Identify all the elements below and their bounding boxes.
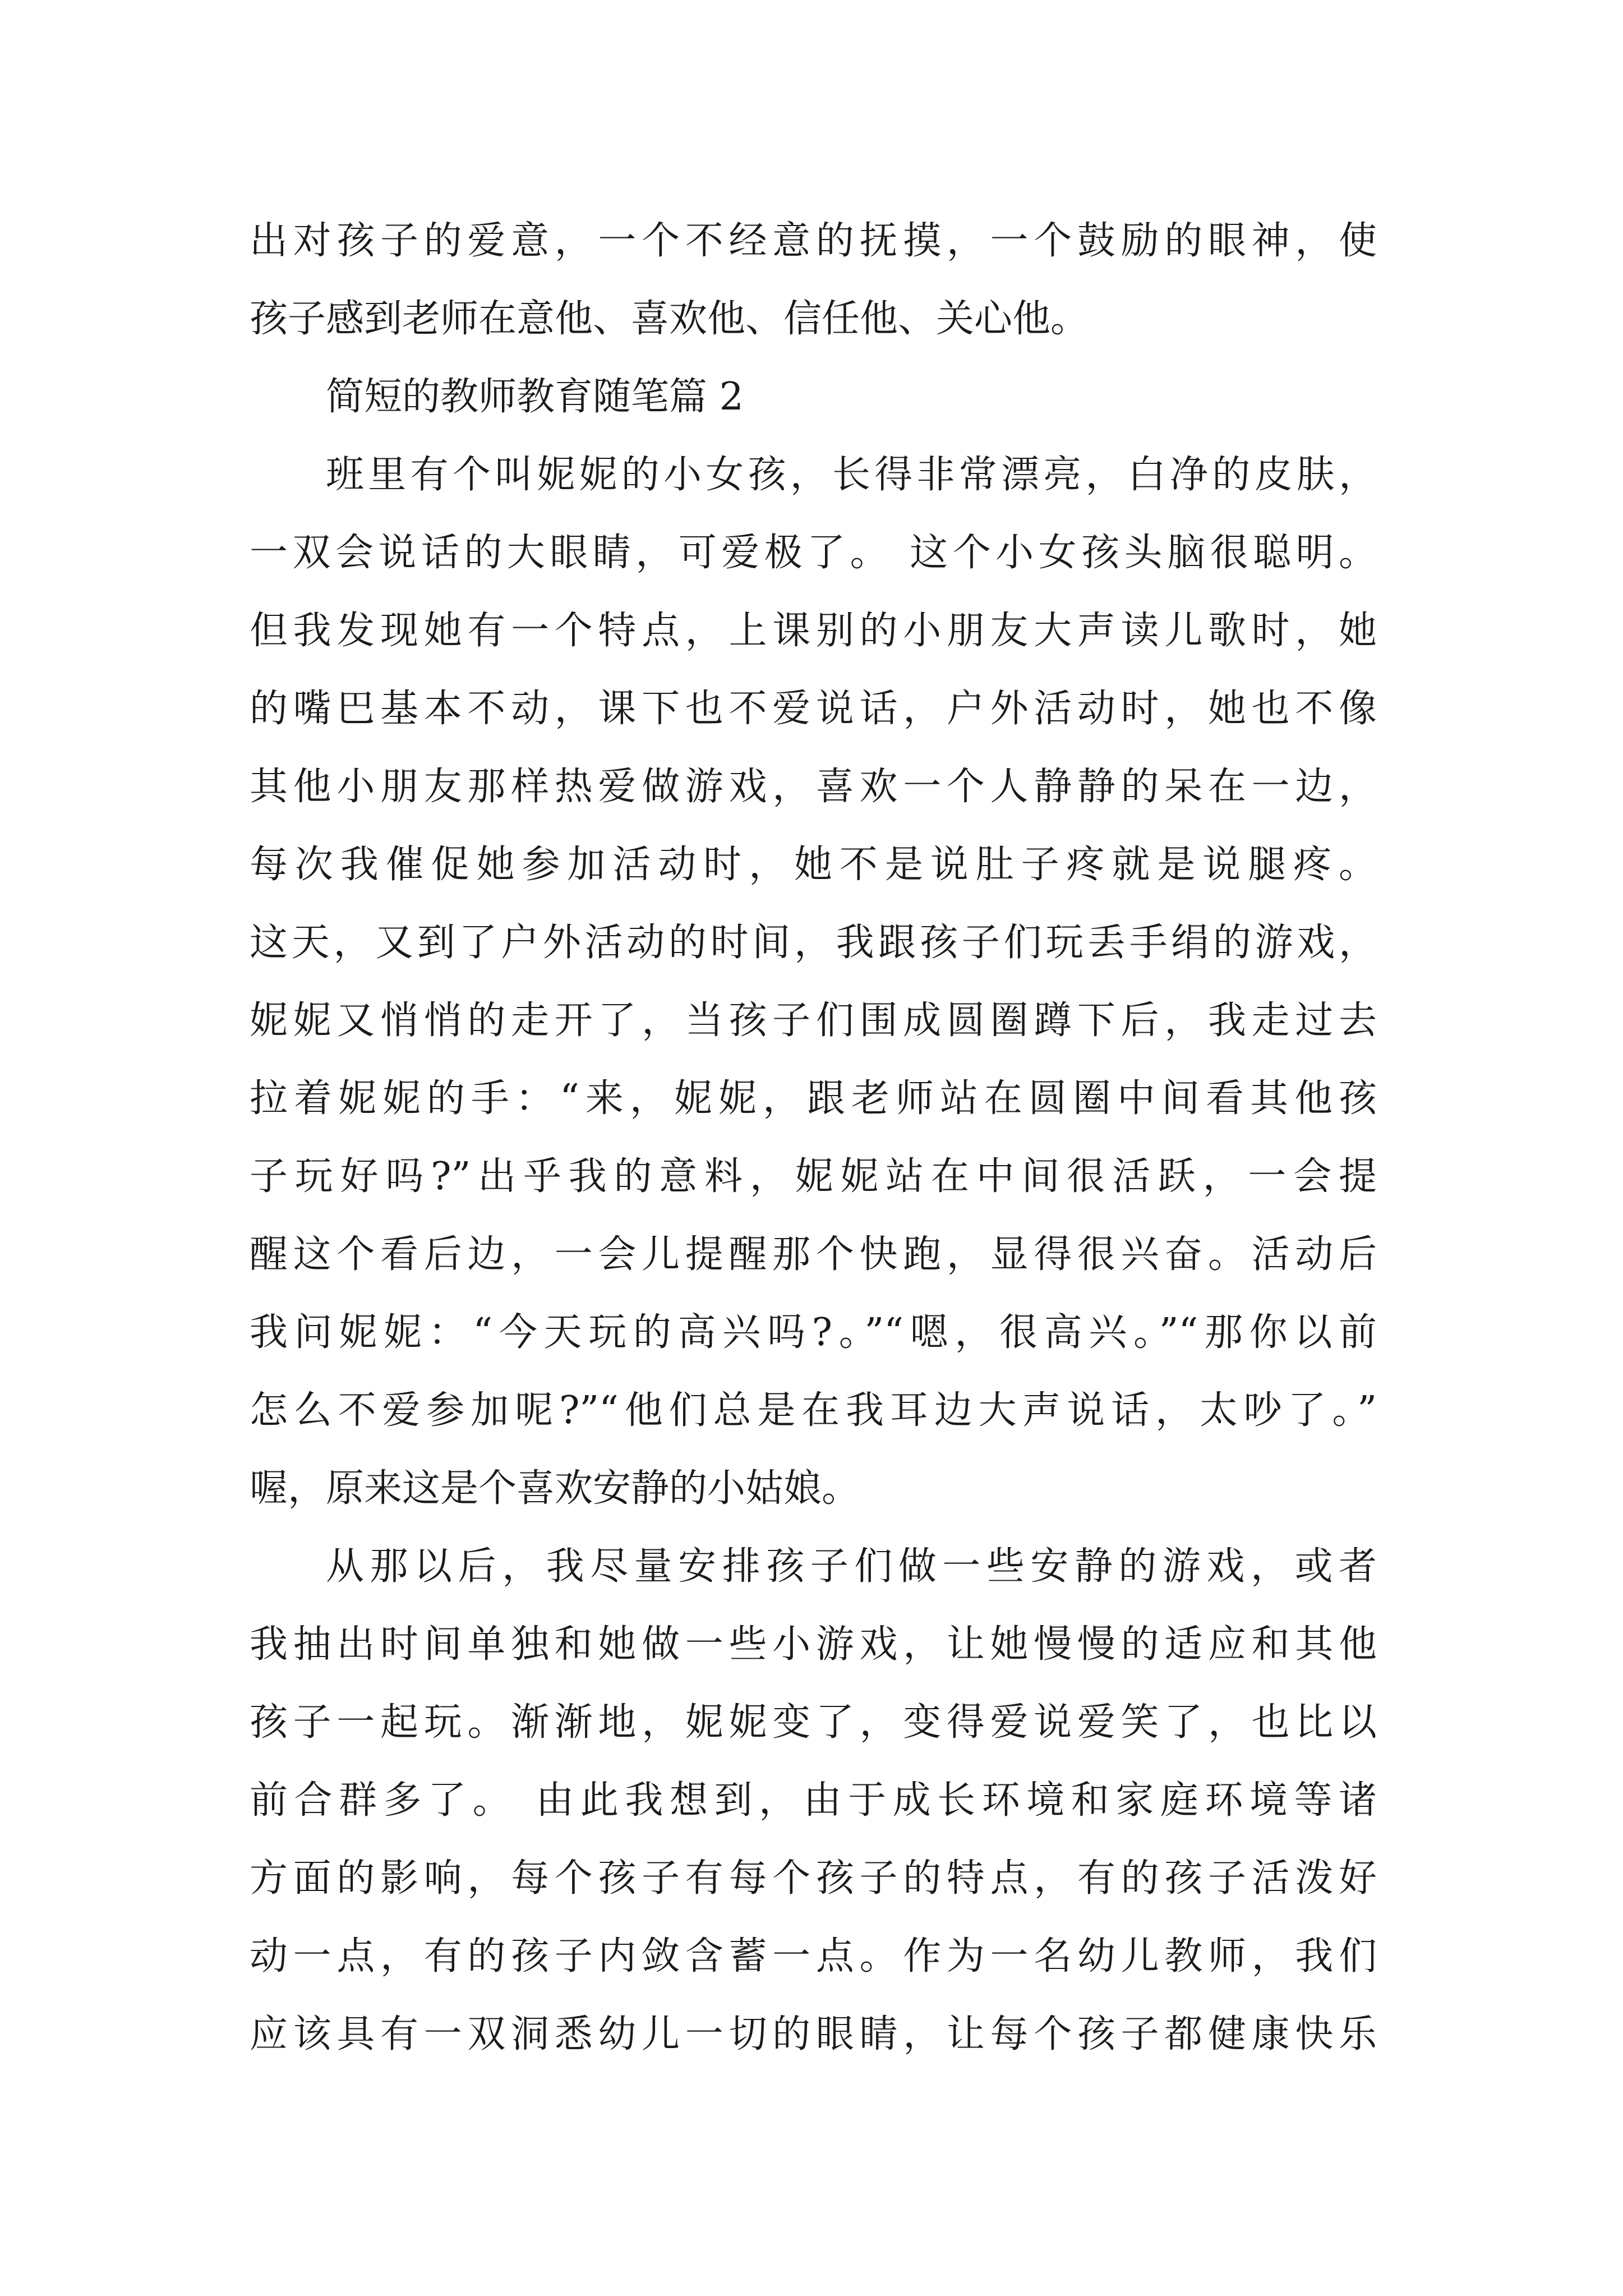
text-line: 拉着妮妮的手：“来，妮妮，跟老师站在圆圈中间看其他孩 [250, 1076, 1377, 1121]
text-line: 孩子一起玩。渐渐地，妮妮变了，变得爱说爱笑了，也比以 [250, 1700, 1377, 1745]
text-line: 怎么不爱参加呢?”“他们总是在我耳边大声说话，太吵了。” [250, 1388, 1377, 1433]
text-line: 其他小朋友那样热爱做游戏，喜欢一个人静静的呆在一边， [250, 765, 1377, 809]
text-line: 醒这个看后边，一会儿提醒那个快跑，显得很兴奋。活动后 [250, 1232, 1377, 1277]
essay-text [250, 202, 1377, 2073]
text-line: 班里有个叫妮妮的小女孩，长得非常漂亮，白净的皮肤， [326, 453, 1377, 497]
text-line: 这天，又到了户外活动的时间，我跟孩子们玩丢手绢的游戏， [250, 921, 1377, 965]
text-line: 每次我催促她参加活动时，她不是说肚子疼就是说腿疼。 [250, 843, 1377, 887]
text-line: 的嘴巴基本不动，课下也不爱说话，户外活动时，她也不像 [250, 687, 1377, 731]
text-line: 但我发现她有一个特点，上课别的小朋友大声读儿歌时，她 [250, 609, 1377, 653]
text-line: 我问妮妮：“今天玩的高兴吗?。”“嗯，很高兴。”“那你以前 [250, 1310, 1377, 1355]
text-line: 子玩好吗?”出乎我的意料，妮妮站在中间很活跃，一会提 [250, 1154, 1377, 1199]
text-line: 妮妮又悄悄的走开了，当孩子们围成圆圈蹲下后，我走过去 [250, 999, 1377, 1043]
text-line: 动一点，有的孩子内敛含蓄一点。作为一名幼儿教师，我们 [250, 1934, 1377, 1978]
text-line: 孩子感到老师在意他、喜欢他、信任他、关心他。 [250, 297, 1089, 341]
text-line: 出对孩子的爱意，一个不经意的抚摸，一个鼓励的眼神，使 [250, 219, 1377, 263]
text-line: 从那以后，我尽量安排孩子们做一些安静的游戏，或者 [326, 1544, 1377, 1589]
text-line: 应该具有一双洞悉幼儿一切的眼睛，让每个孩子都健康快乐 [250, 2012, 1377, 2056]
text-line: 喔，原来这是个喜欢安静的小姑娘。 [250, 1466, 860, 1511]
text-line: 方面的影响，每个孩子有每个孩子的特点，有的孩子活泼好 [250, 1856, 1377, 1901]
text-line: 我抽出时间单独和她做一些小游戏，让她慢慢的适应和其他 [250, 1622, 1377, 1667]
text-line: 一双会说话的大眼睛，可爱极了。 这个小女孩头脑很聪明。 [250, 531, 1377, 575]
text-line: 前合群多了。 由此我想到，由于成长环境和家庭环境等诸 [250, 1778, 1377, 1823]
section-heading: 简短的教师教育随笔篇 2 [326, 375, 744, 419]
